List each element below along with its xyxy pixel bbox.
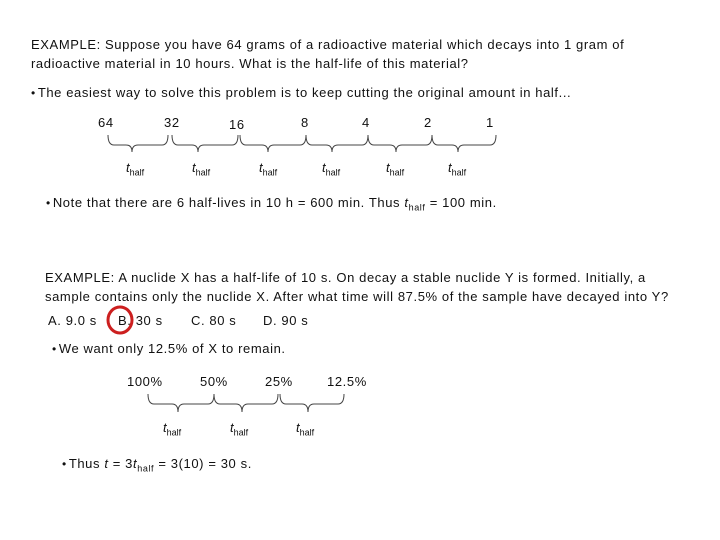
example1-note: • Note that there are 6 half-lives in 10 h = 600 min. Thus $t_{half} = 100$ min. bbox=[46, 195, 497, 213]
amount-32: 32 bbox=[164, 115, 180, 130]
t-half-label-2: $t_{half}$ bbox=[192, 160, 211, 178]
t-half-label-7: $t_{half}$ bbox=[163, 420, 182, 438]
example1-line2: radioactive material in 10 hours. What is the half-life of this material? bbox=[31, 56, 469, 71]
example1-line1: EXAMPLE: Suppose you have 64 grams of a radioactive material which decays into 1 gram of bbox=[31, 37, 625, 52]
choice-c[interactable]: C. 80 s bbox=[191, 313, 237, 328]
amount-1: 1 bbox=[486, 115, 494, 130]
t-half-label-1: $t_{half}$ bbox=[126, 160, 145, 178]
percent-25: 25% bbox=[265, 374, 293, 389]
selected-answer-circle bbox=[108, 307, 132, 333]
t-half-label-8: $t_{half}$ bbox=[230, 420, 249, 438]
percent-12-5: 12.5% bbox=[327, 374, 367, 389]
t-half-label-5: $t_{half}$ bbox=[386, 160, 405, 178]
choice-d[interactable]: D. 90 s bbox=[263, 313, 309, 328]
brace bbox=[368, 135, 432, 152]
bullet-icon: • bbox=[62, 457, 67, 471]
example2-result: • Thus $t = 3t_{half} = 3(10) = 30$ s. bbox=[62, 456, 252, 474]
brace bbox=[108, 135, 168, 152]
example2-line2: sample contains only the nuclide X. After what time will 87.5% of the sample have decayed into Y? bbox=[45, 289, 669, 304]
brace bbox=[214, 394, 278, 412]
amount-2: 2 bbox=[424, 115, 432, 130]
brace-group-example1 bbox=[108, 135, 496, 152]
brace bbox=[172, 135, 238, 152]
t-half-label-3: $t_{half}$ bbox=[259, 160, 278, 178]
t-half-label-9: $t_{half}$ bbox=[296, 420, 315, 438]
amount-16: 16 bbox=[229, 117, 245, 132]
amount-64: 64 bbox=[98, 115, 114, 130]
brace bbox=[306, 135, 368, 152]
brace bbox=[148, 394, 214, 412]
amount-4: 4 bbox=[362, 115, 370, 130]
bullet-icon: • bbox=[46, 196, 51, 210]
amount-8: 8 bbox=[301, 115, 309, 130]
bullet-icon: • bbox=[31, 86, 36, 100]
percent-100: 100% bbox=[127, 374, 163, 389]
example2-line1: EXAMPLE: A nuclide X has a half-life of 10 s. On decay a stable nuclide Y is formed. Initially, a bbox=[45, 270, 646, 285]
brace bbox=[432, 135, 496, 152]
choice-b[interactable]: B. 30 s bbox=[118, 313, 163, 328]
percent-50: 50% bbox=[200, 374, 228, 389]
choice-a[interactable]: A. 9.0 s bbox=[48, 313, 97, 328]
example2-bullet-text: We want only 12.5% of X to remain. bbox=[58, 341, 286, 356]
brace bbox=[240, 135, 306, 152]
example1-bullet-text: The easiest way to solve this problem is to keep cutting the original amount in half... bbox=[37, 85, 572, 100]
brace-group-example2 bbox=[148, 394, 344, 412]
brace bbox=[280, 394, 344, 412]
bullet-icon: • bbox=[52, 342, 57, 356]
t-half-label-4: $t_{half}$ bbox=[322, 160, 341, 178]
t-half-label-6: $t_{half}$ bbox=[448, 160, 467, 178]
